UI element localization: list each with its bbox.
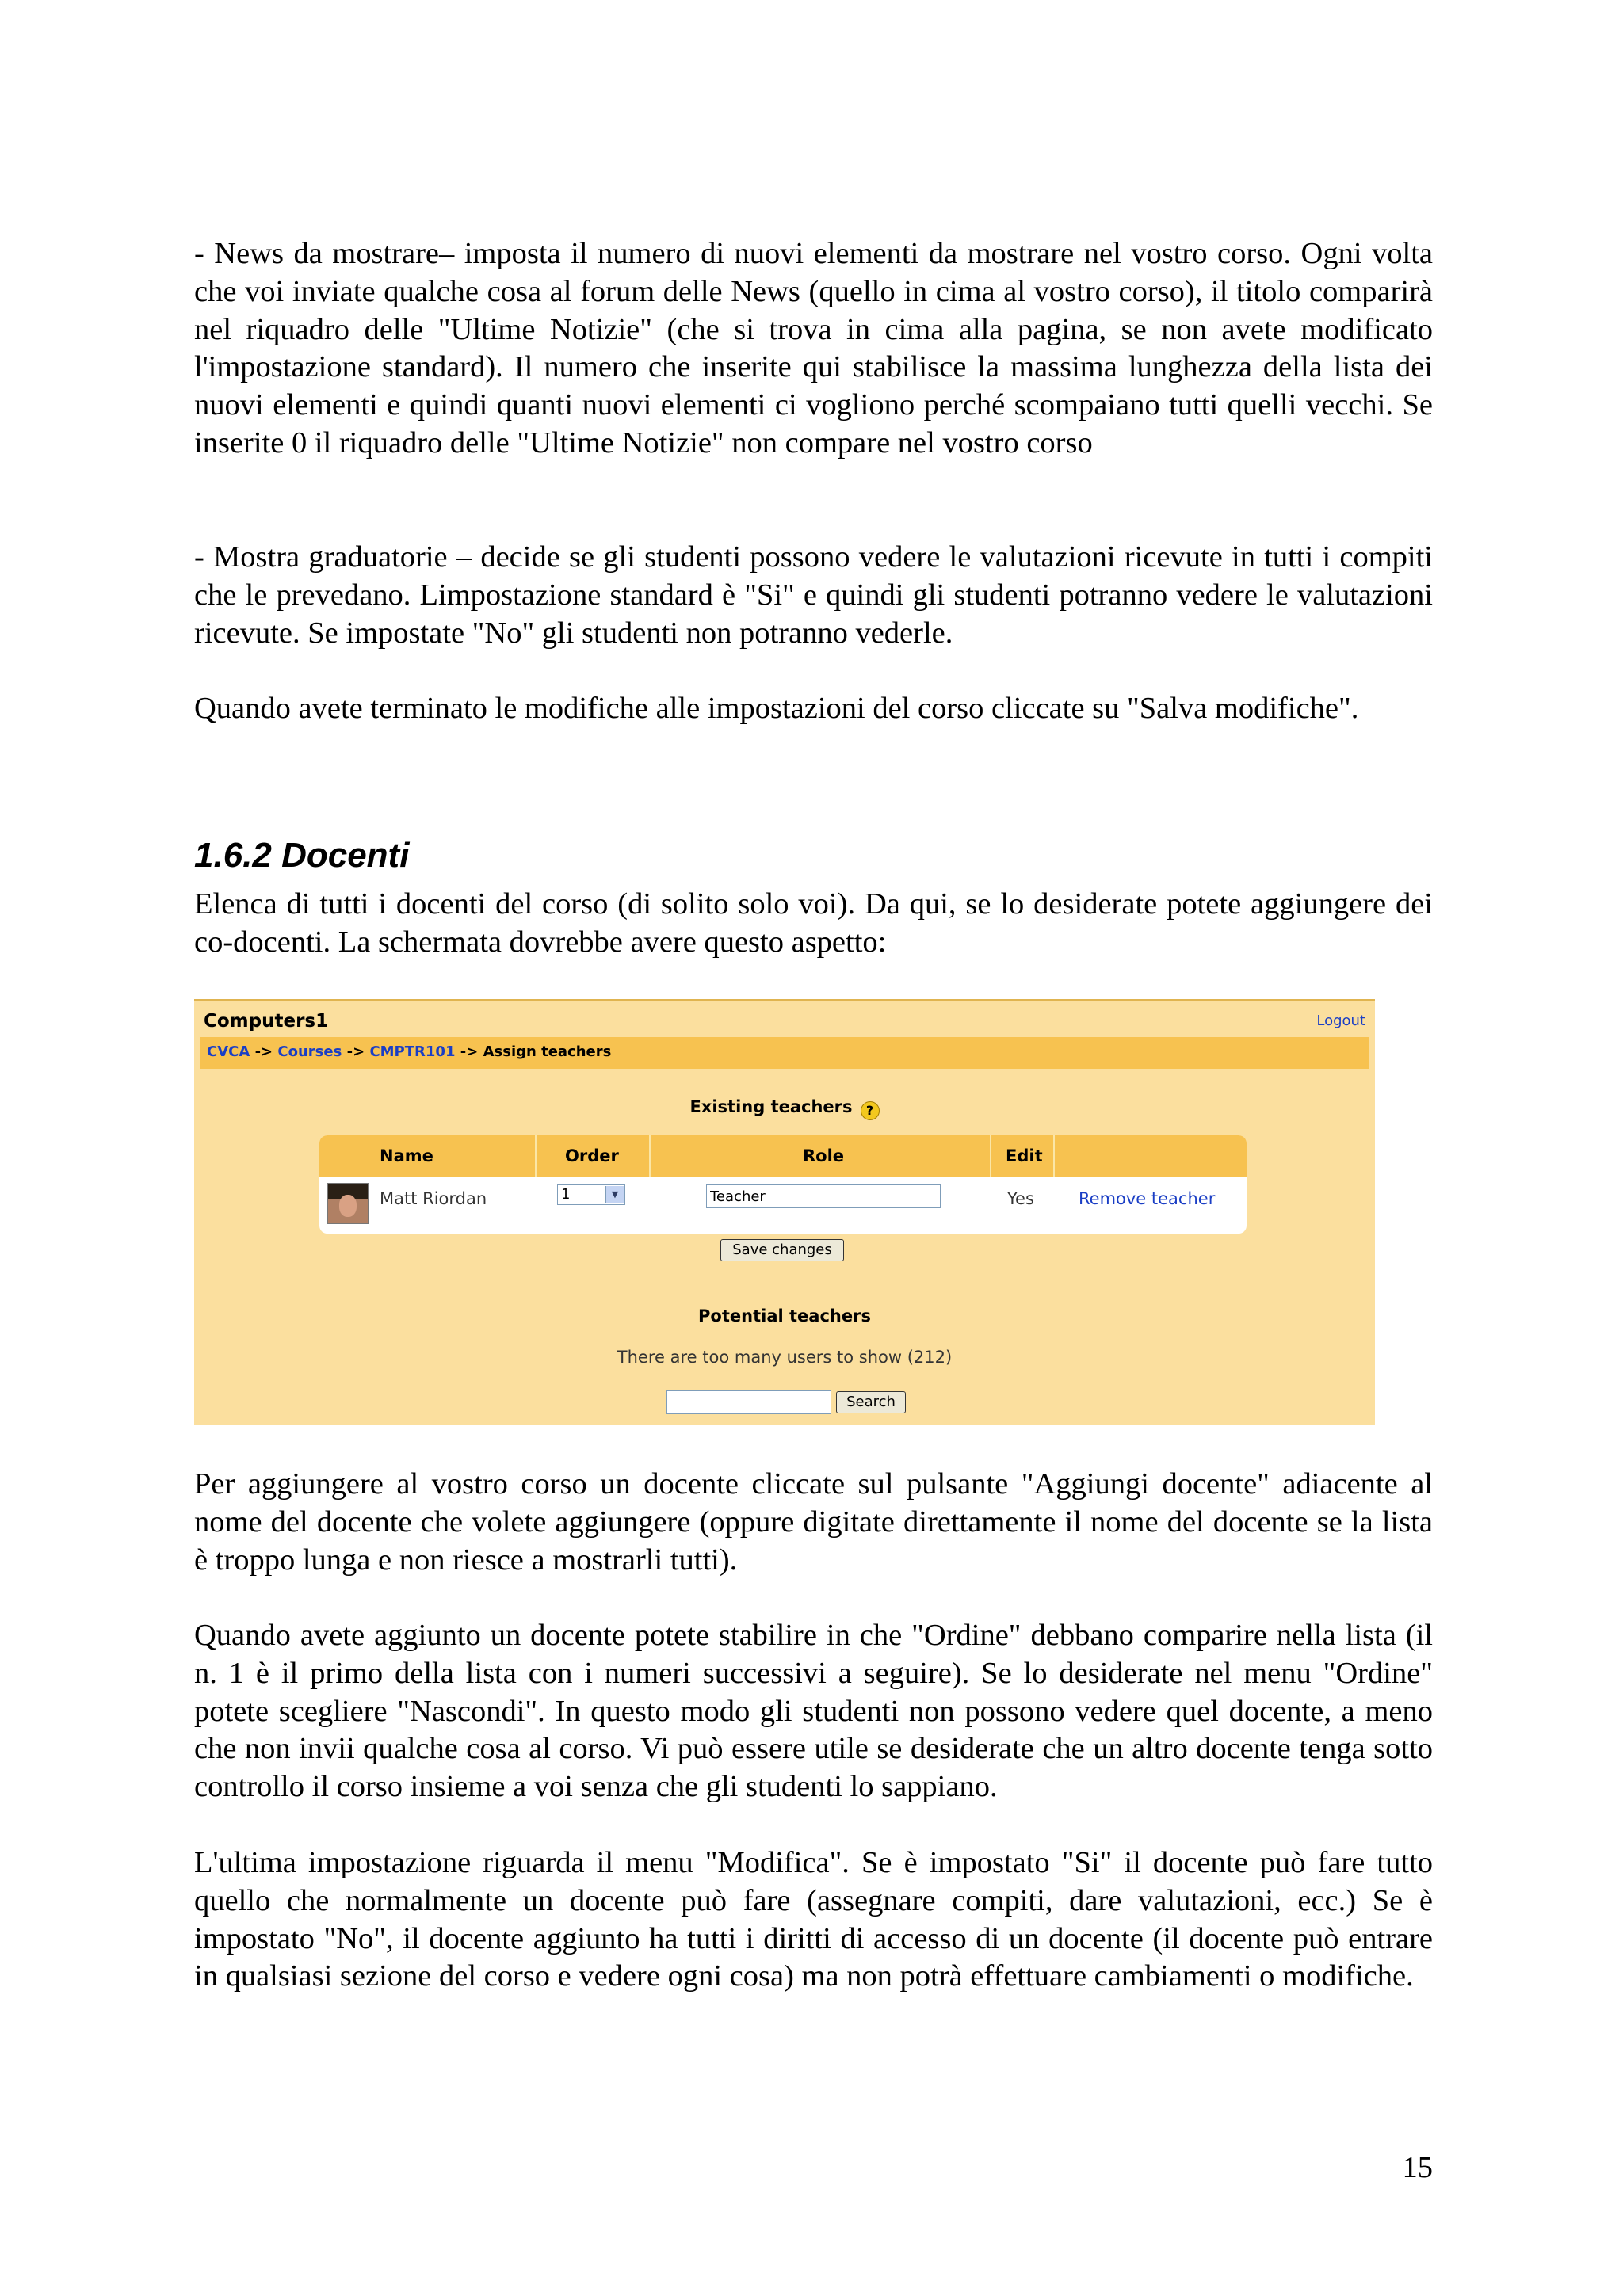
breadcrumb-courses[interactable]: Courses bbox=[277, 1043, 342, 1060]
save-changes-button[interactable]: Save changes bbox=[720, 1239, 844, 1261]
assign-teachers-screenshot bbox=[194, 999, 1375, 1425]
header-edit: Edit bbox=[1006, 1146, 1043, 1165]
page-number: 15 bbox=[1402, 2151, 1433, 2184]
avatar bbox=[327, 1183, 369, 1224]
paragraph-modifica: L'ultima impostazione riguarda il menu "Modifica". Se è impostato "Si" il docente può fare tutto quello che normalmente un docente può fare (assegnare compiti, dare valutazioni, ecc.) Se è impostato "No", il docente aggiunto ha tutti i diritti di accesso di un docente (il docente può entrare in qualsiasi sezione del corso e vedere ogni cosa) ma non potrà effettuare cambiamenti o modifiche. bbox=[194, 1846, 1433, 1993]
chevron-down-icon[interactable]: ▼ bbox=[605, 1186, 624, 1203]
potential-teachers-title: Potential teachers bbox=[698, 1306, 871, 1325]
breadcrumb bbox=[200, 1037, 1369, 1069]
breadcrumb-separator: -> bbox=[346, 1043, 365, 1060]
search-input[interactable] bbox=[666, 1390, 831, 1414]
existing-teachers-label: Existing teachers bbox=[689, 1097, 853, 1116]
teachers-table bbox=[319, 1135, 1247, 1234]
remove-teacher-link[interactable]: Remove teacher bbox=[1079, 1189, 1216, 1208]
paragraph-salva: Quando avete terminato le modifiche alle impostazioni del corso cliccate su "Salva modifiche". bbox=[194, 692, 1359, 725]
breadcrumb-course[interactable]: CMPTR101 bbox=[369, 1043, 456, 1060]
paragraph-aggiungere: Per aggiungere al vostro corso un docente cliccate sul pulsante "Aggiungi docente" adiacente al nome del docente che volete aggiungere (oppure digitate direttamente il nome del docente se la lista è troppo lunga e non riesce a mostrarli tutti). bbox=[194, 1467, 1433, 1577]
paragraph-ordine: Quando avete aggiunto un docente potete stabilire in che "Ordine" debbano comparire nella lista (il n. 1 è il primo della lista con i numeri successivi a seguire). Se lo desiderate nel menu "Ordine" potete scegliere "Nascondi". In questo modo gli studenti non possono vedere quel docente, a meno che non invii qualche cosa al corso. Vi può essere utile se desiderate che un altro docente tenga sotto controllo il corso insieme a voi senza che gli studenti lo sappiano. bbox=[194, 1619, 1433, 1804]
breadcrumb-separator: -> bbox=[460, 1043, 479, 1060]
header-name: Name bbox=[380, 1146, 433, 1165]
teacher-name[interactable]: Matt Riordan bbox=[380, 1189, 487, 1208]
existing-teachers-title bbox=[194, 1097, 1375, 1120]
role-input[interactable] bbox=[706, 1184, 941, 1208]
edit-value: Yes bbox=[1007, 1189, 1034, 1208]
site-name: Computers1 bbox=[204, 1011, 329, 1032]
help-icon[interactable]: ? bbox=[861, 1101, 880, 1120]
too-many-users-text: There are too many users to show (212) bbox=[617, 1348, 953, 1367]
breadcrumb-separator: -> bbox=[254, 1043, 273, 1060]
breadcrumb-cvca[interactable]: CVCA bbox=[207, 1043, 250, 1060]
section-heading: 1.6.2 Docenti bbox=[194, 836, 410, 875]
header-order: Order bbox=[565, 1146, 619, 1165]
order-value: 1 bbox=[561, 1186, 571, 1203]
breadcrumb-current: Assign teachers bbox=[483, 1043, 612, 1060]
search-button[interactable]: Search bbox=[836, 1391, 906, 1413]
logout-link[interactable]: Logout bbox=[1316, 1013, 1365, 1029]
header-role: Role bbox=[803, 1146, 845, 1165]
paragraph-intro: Elenca di tutti i docenti del corso (di solito solo voi). Da qui, se lo desiderate potete aggiungere dei co-docenti. La schermata dovrebbe avere questo aspetto: bbox=[194, 887, 1433, 959]
table-header bbox=[319, 1135, 1247, 1177]
paragraph-news: - News da mostrare– imposta il numero di nuovi elementi da mostrare nel vostro corso. Ogni volta che voi inviate qualche cosa al forum delle News (quello in cima al vostro corso), il titolo comparirà nel riquadro delle "Ultime Notizie" (che si trova in cima alla pagina, se non avete modificato l'impostazione standard). Il numero che inserite qui stabilisce la massima lunghezza della lista dei nuovi elementi e quindi quanti nuovi elementi ci vogliono perché scompaiano tutti quelli vecchi. Se inserite 0 il riquadro delle "Ultime Notizie" non compare nel vostro corso bbox=[194, 237, 1433, 460]
screenshot-header bbox=[194, 999, 1375, 1037]
order-select[interactable] bbox=[557, 1184, 625, 1205]
paragraph-graduatorie: - Mostra graduatorie – decide se gli studenti possono vedere le valutazioni ricevute in tutti i compiti che le prevedano. Limpostazione standard è "Si" e quindi gli studenti potranno vedere le valutazioni ricevute. Se impostate "No" gli studenti non potranno vederle. bbox=[194, 540, 1433, 650]
